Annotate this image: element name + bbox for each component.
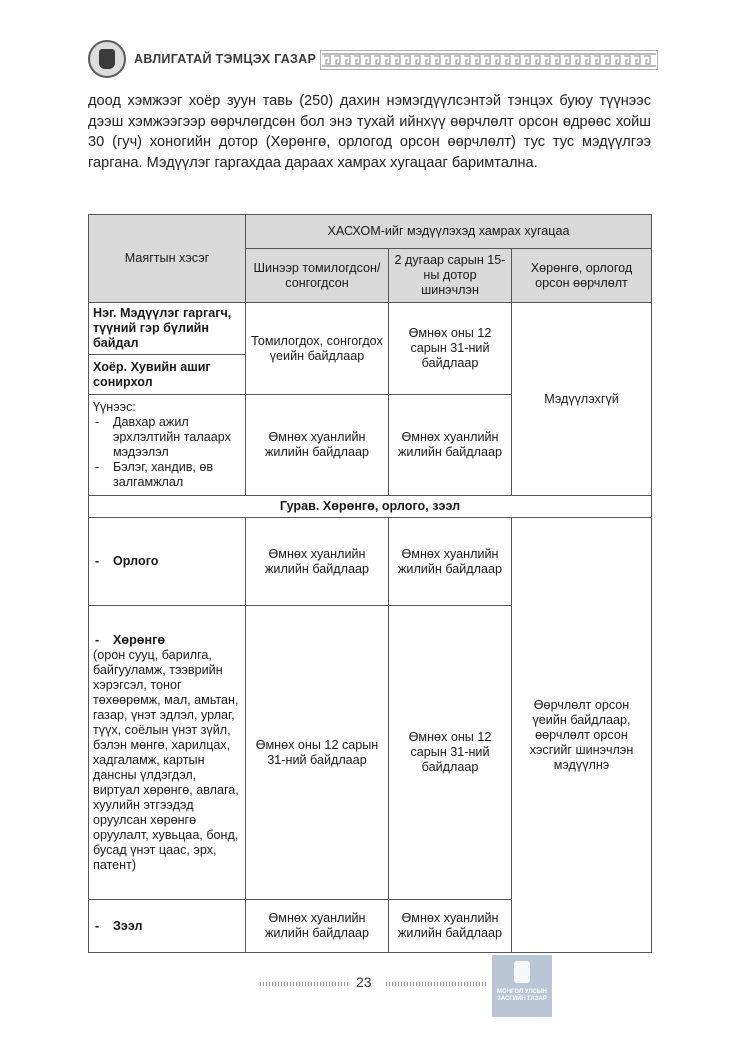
row-label-section2: Хоёр. Хувийн ашиг сонирхол [89,355,246,395]
cell-r5-annual: Өмнөх оны 12 сарын 31-ний байдлаар [389,606,512,900]
row-label-section1: Нэг. Мэдүүлэг гаргагч, түүний гэр бүлийн байдал [89,303,246,355]
col-header-annual: 2 дугаар сарын 15-ны дотор шинэчлэн [389,249,512,303]
logo-text: МОНГОЛ УЛСЫН ЗАСГИЙН ГАЗАР [497,989,547,1002]
col-header-group: ХАСХОМ-ийг мэдүүлэхэд хамрах хугацаа [246,215,652,249]
row-label-assets [89,606,246,900]
page-footer [88,960,651,1030]
cell-r12-new: Томилогдох, сонгогдох үеийн байдлаар [246,303,389,395]
government-logo [492,955,552,1017]
ornament-pattern [320,50,658,70]
col-header-change: Хөрөнгө, орлогод орсон өөрчлөлт [512,249,652,303]
cell-bottom-change: Өөрчлөлт орсон үеийн байдлаар, өөрчлөлт орсон хэсгийг шинэчлэн мэдүүлнэ [512,518,652,953]
intro-paragraph: доод хэмжээг хоёр зуун тавь (250) дахин нэмэгдүүлсэнтэй тэнцэх буюу түүнээс дээш хэмжээгээр өөрчлөгдсөн бол энэ тухай ийнхүү өөрчлөлт орсон өдрөөс хойш 30 (гуч) хоногийн дотор (Хөрөнгө, орлогод орсон өөрчлөлт) тус тус мэдүүлгээ гаргана. Мэдүүлэг гаргахдаа дараах хамрах хугацааг баримтална. [88,93,651,171]
row-label-income [89,518,246,606]
cell-r3-annual: Өмнөх хуанлийн жилийн байдлаар [389,395,512,496]
cell-r6-new: Өмнөх хуанлийн жилийн байдлаар [246,900,389,953]
emblem-icon [88,40,126,78]
list-item: - Хөрөнгө [93,633,241,648]
sub-list [93,415,241,490]
row-label-section2-sub [89,395,246,496]
cell-r3-new: Өмнөх хуанлийн жилийн байдлаар [246,395,389,496]
header-title: АВЛИГАТАЙ ТЭМЦЭХ ГАЗАР [134,52,317,66]
list-item: - Орлого [93,554,241,569]
cell-top-change: Мэдүүлэхгүй [512,303,652,496]
sub-intro: Үүнээс: [93,400,136,414]
footer-rule-right [386,982,486,986]
section3-title: Гурав. Хөрөнгө, орлого, зээл [89,496,652,518]
list-item: - Бэлэг, хандив, өв залгамжлал [93,460,241,490]
cell-r6-annual: Өмнөх хуанлийн жилийн байдлаар [389,900,512,953]
cell-r4-new: Өмнөх хуанлийн жилийн байдлаар [246,518,389,606]
soyombo-icon [514,961,530,983]
list-item: - Зээл [93,919,241,934]
col-header-new: Шинээр томилогдсон/ сонгогдсон [246,249,389,303]
assets-detail: (орон сууц, барилга, байгууламж, тээврийн хэрэгсэл, тоног төхөөрөмж, мал, амьтан, газар, үнэт эдлэл, урлаг, түүх, соёлын үнэт зүйл, бэлэн мөнгө, харилцах, хадгаламж, картын дансны үлдэгдэл, виртуал хөрөнгө, авлага, хуулийн этгээдэд оруулсан хөрөнгө оруулалт, хувьцаа, бонд, бусад үнэт цаас, эрх, патент) [93,647,239,872]
footer-rule-left [260,982,348,986]
page-header [88,40,658,80]
cell-r5-new: Өмнөх оны 12 сарын 31-ний байдлаар [246,606,389,900]
list-item: - Давхар ажил эрхлэлтийн талаарх мэдээлэл [93,415,241,460]
col-header-form-section: Маягтын хэсэг [89,215,246,303]
cell-r12-annual: Өмнөх оны 12 сарын 31-ний байдлаар [389,303,512,395]
cell-r4-annual: Өмнөх хуанлийн жилийн байдлаар [389,518,512,606]
disclosure-period-table [88,214,652,953]
page-number: 23 [356,974,372,990]
row-label-loan [89,900,246,953]
